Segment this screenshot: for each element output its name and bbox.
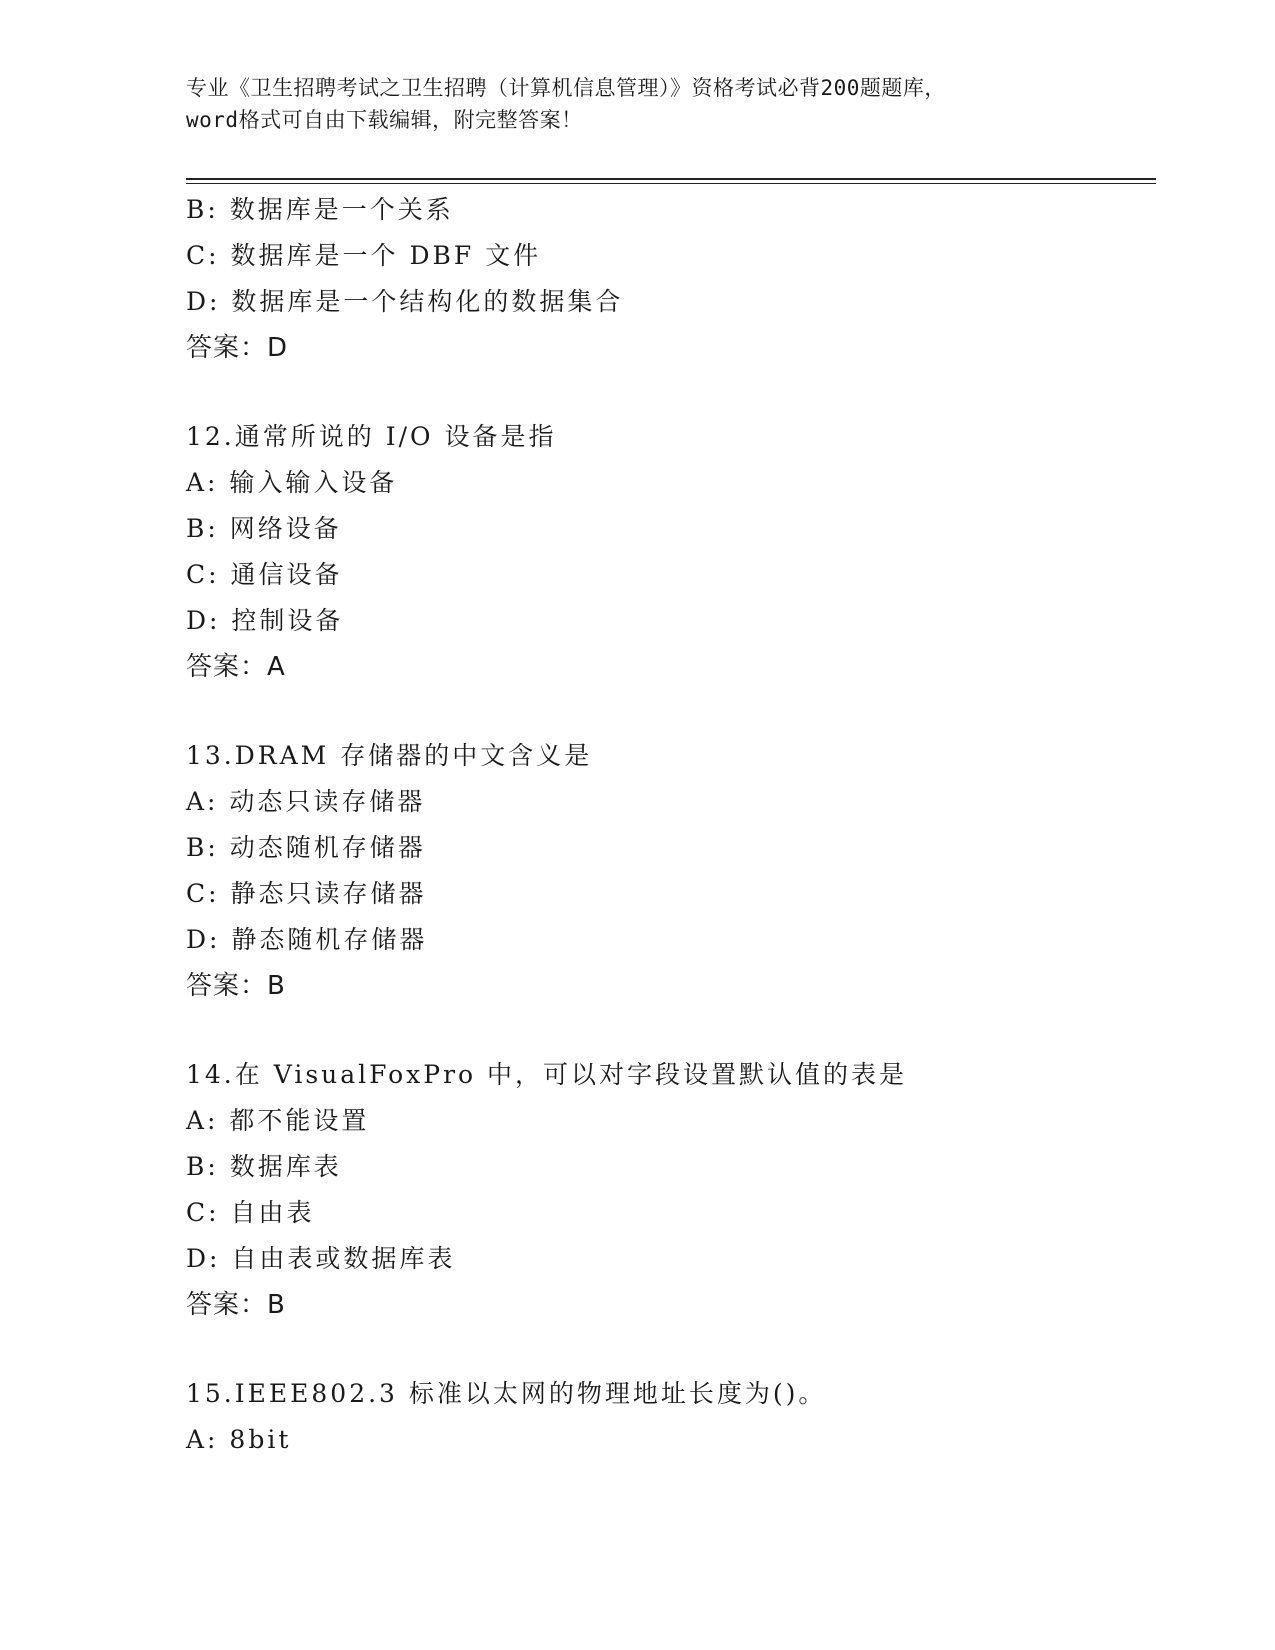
q14-option-b: B: 数据库表 bbox=[186, 1152, 342, 1181]
q13-option-a: A: 动态只读存储器 bbox=[186, 787, 426, 816]
header-divider-thick bbox=[186, 178, 1156, 180]
spacer bbox=[186, 690, 1146, 733]
q14-option-a: A: 都不能设置 bbox=[186, 1106, 370, 1135]
q12-option-b: B: 网络设备 bbox=[186, 514, 342, 543]
q13-option-d: D: 静态随机存储器 bbox=[186, 925, 428, 954]
question-list bbox=[186, 187, 1146, 1463]
spacer bbox=[186, 1009, 1146, 1052]
header-title-line-1: 专业《卫生招聘考试之卫生招聘（计算机信息管理）》资格考试必背200题题库， bbox=[186, 76, 946, 100]
q11-option-d: D: 数据库是一个结构化的数据集合 bbox=[186, 287, 624, 316]
q14-option-c: C: 自由表 bbox=[186, 1198, 315, 1227]
q12-answer: 答案：A bbox=[186, 652, 286, 682]
q13-answer: 答案：B bbox=[186, 971, 286, 1001]
q14-option-d: D: 自由表或数据库表 bbox=[186, 1244, 456, 1273]
q14-question: 14.在 VisualFoxPro 中，可以对字段设置默认值的表是 bbox=[186, 1060, 908, 1089]
q12-question: 12.通常所说的 I/O 设备是指 bbox=[186, 422, 557, 451]
q13-option-c: C: 静态只读存储器 bbox=[186, 879, 427, 908]
header-title-line-2: word格式可自由下载编辑，附完整答案！ bbox=[186, 108, 583, 132]
q12-option-c: C: 通信设备 bbox=[186, 560, 343, 589]
header-divider-thin bbox=[186, 183, 1156, 184]
spacer bbox=[186, 371, 1146, 414]
q11-answer: 答案：D bbox=[186, 333, 289, 363]
q11-option-b: B: 数据库是一个关系 bbox=[186, 195, 454, 224]
q12-option-a: A: 输入输入设备 bbox=[186, 468, 398, 497]
q11-option-c: C: 数据库是一个 DBF 文件 bbox=[186, 241, 542, 270]
q13-question: 13.DRAM 存储器的中文含义是 bbox=[186, 741, 593, 770]
q14-answer: 答案：B bbox=[186, 1290, 286, 1320]
q12-option-d: D: 控制设备 bbox=[186, 606, 344, 635]
q13-option-b: B: 动态随机存储器 bbox=[186, 833, 426, 862]
spacer bbox=[186, 1328, 1146, 1371]
document-header bbox=[186, 72, 1086, 136]
q15-option-a: A: 8bit bbox=[186, 1425, 292, 1454]
q15-question: 15.IEEE802.3 标准以太网的物理地址长度为()。 bbox=[186, 1379, 827, 1408]
